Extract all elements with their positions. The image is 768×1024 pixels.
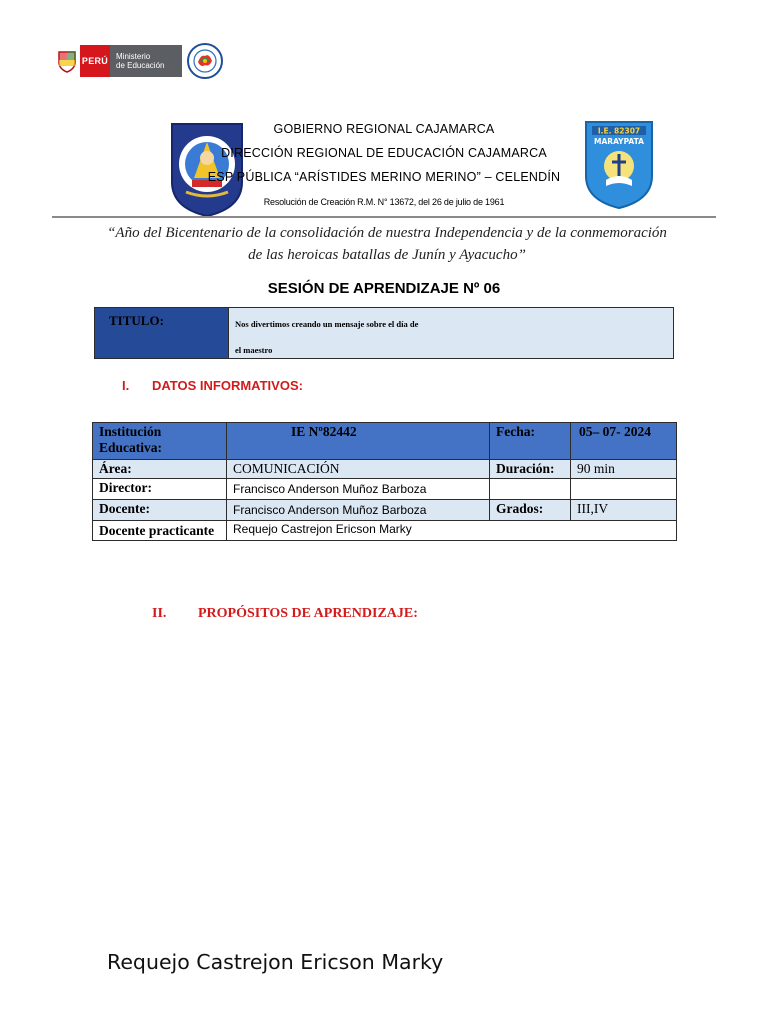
institucion-label: Institución Educativa: bbox=[93, 423, 227, 460]
practicante-label: Docente practicante bbox=[93, 521, 227, 541]
peru-label: PERÚ bbox=[80, 45, 110, 77]
section-2-title: PROPÓSITOS DE APRENDIZAJE: bbox=[198, 606, 418, 621]
section-2-heading bbox=[152, 606, 418, 622]
director-label: Director: bbox=[93, 479, 227, 500]
section-1-number: I. bbox=[122, 378, 130, 393]
resolution-text: Resolución de Creación R.M. N° 13672, del 26 de julio de 1961 bbox=[263, 197, 505, 207]
grados-label: Grados: bbox=[490, 500, 571, 521]
peru-coat-of-arms-icon bbox=[54, 45, 80, 77]
minedu-label: Ministerio de Educación bbox=[110, 45, 182, 77]
duracion-label: Duración: bbox=[490, 460, 571, 479]
table-row bbox=[93, 423, 677, 460]
fecha-value: 05– 07- 2024 bbox=[571, 423, 677, 460]
section-2-number: II. bbox=[152, 606, 167, 621]
year-motto bbox=[40, 222, 734, 266]
year-motto-line-2: de las heroicas batallas de Junín y Ayacucho” bbox=[248, 247, 526, 263]
table-row bbox=[93, 460, 677, 479]
docente-value: Francisco Anderson Muñoz Barboza bbox=[227, 500, 490, 521]
datos-informativos-table bbox=[92, 422, 677, 541]
director-value: Francisco Anderson Muñoz Barboza bbox=[227, 479, 490, 500]
duracion-value: 90 min bbox=[571, 460, 677, 479]
empty-cell bbox=[490, 479, 571, 500]
practicante-value: Requejo Castrejon Ericson Marky bbox=[227, 521, 677, 541]
regional-round-logo-icon bbox=[187, 43, 223, 79]
titulo-value: Nos divertimos creando un mensaje sobre el día de el maestro bbox=[229, 308, 674, 359]
section-1-heading bbox=[122, 378, 303, 393]
area-label: Área: bbox=[93, 460, 227, 479]
header-divider bbox=[52, 216, 716, 218]
table-row bbox=[93, 521, 677, 541]
section-1-title: DATOS INFORMATIVOS: bbox=[152, 378, 303, 393]
institucion-value: IE Nº82442 bbox=[227, 423, 490, 460]
empty-cell bbox=[571, 479, 677, 500]
maraypata-number: I.E. 82307 bbox=[597, 126, 641, 136]
footer-author-name: Requejo Castrejon Ericson Marky bbox=[107, 950, 444, 974]
table-row bbox=[93, 500, 677, 521]
titulo-table bbox=[94, 307, 674, 359]
header-line-1: GOBIERNO REGIONAL CAJAMARCA bbox=[273, 122, 495, 136]
peru-minedu-logo bbox=[54, 45, 182, 77]
grados-value: III,IV bbox=[571, 500, 677, 521]
session-title: SESIÓN DE APRENDIZAJE Nº 06 bbox=[267, 280, 501, 297]
titulo-label: TITULO: bbox=[95, 308, 229, 359]
area-value: COMUNICACIÓN bbox=[227, 460, 490, 479]
header-line-2: DIRECCIÓN REGIONAL DE EDUCACIÓN CAJAMARCA bbox=[221, 146, 547, 160]
year-motto-line-1: “Año del Bicentenario de la consolidación de nuestra Independencia y de la conmemoración bbox=[107, 225, 667, 241]
docente-label: Docente: bbox=[93, 500, 227, 521]
fecha-label: Fecha: bbox=[490, 423, 571, 460]
table-row bbox=[93, 479, 677, 500]
maraypata-name: MARAYPATA bbox=[594, 137, 644, 146]
header-line-3: ESP PÚBLICA “ARÍSTIDES MERINO MERINO” – CELENDÍN bbox=[207, 170, 561, 184]
